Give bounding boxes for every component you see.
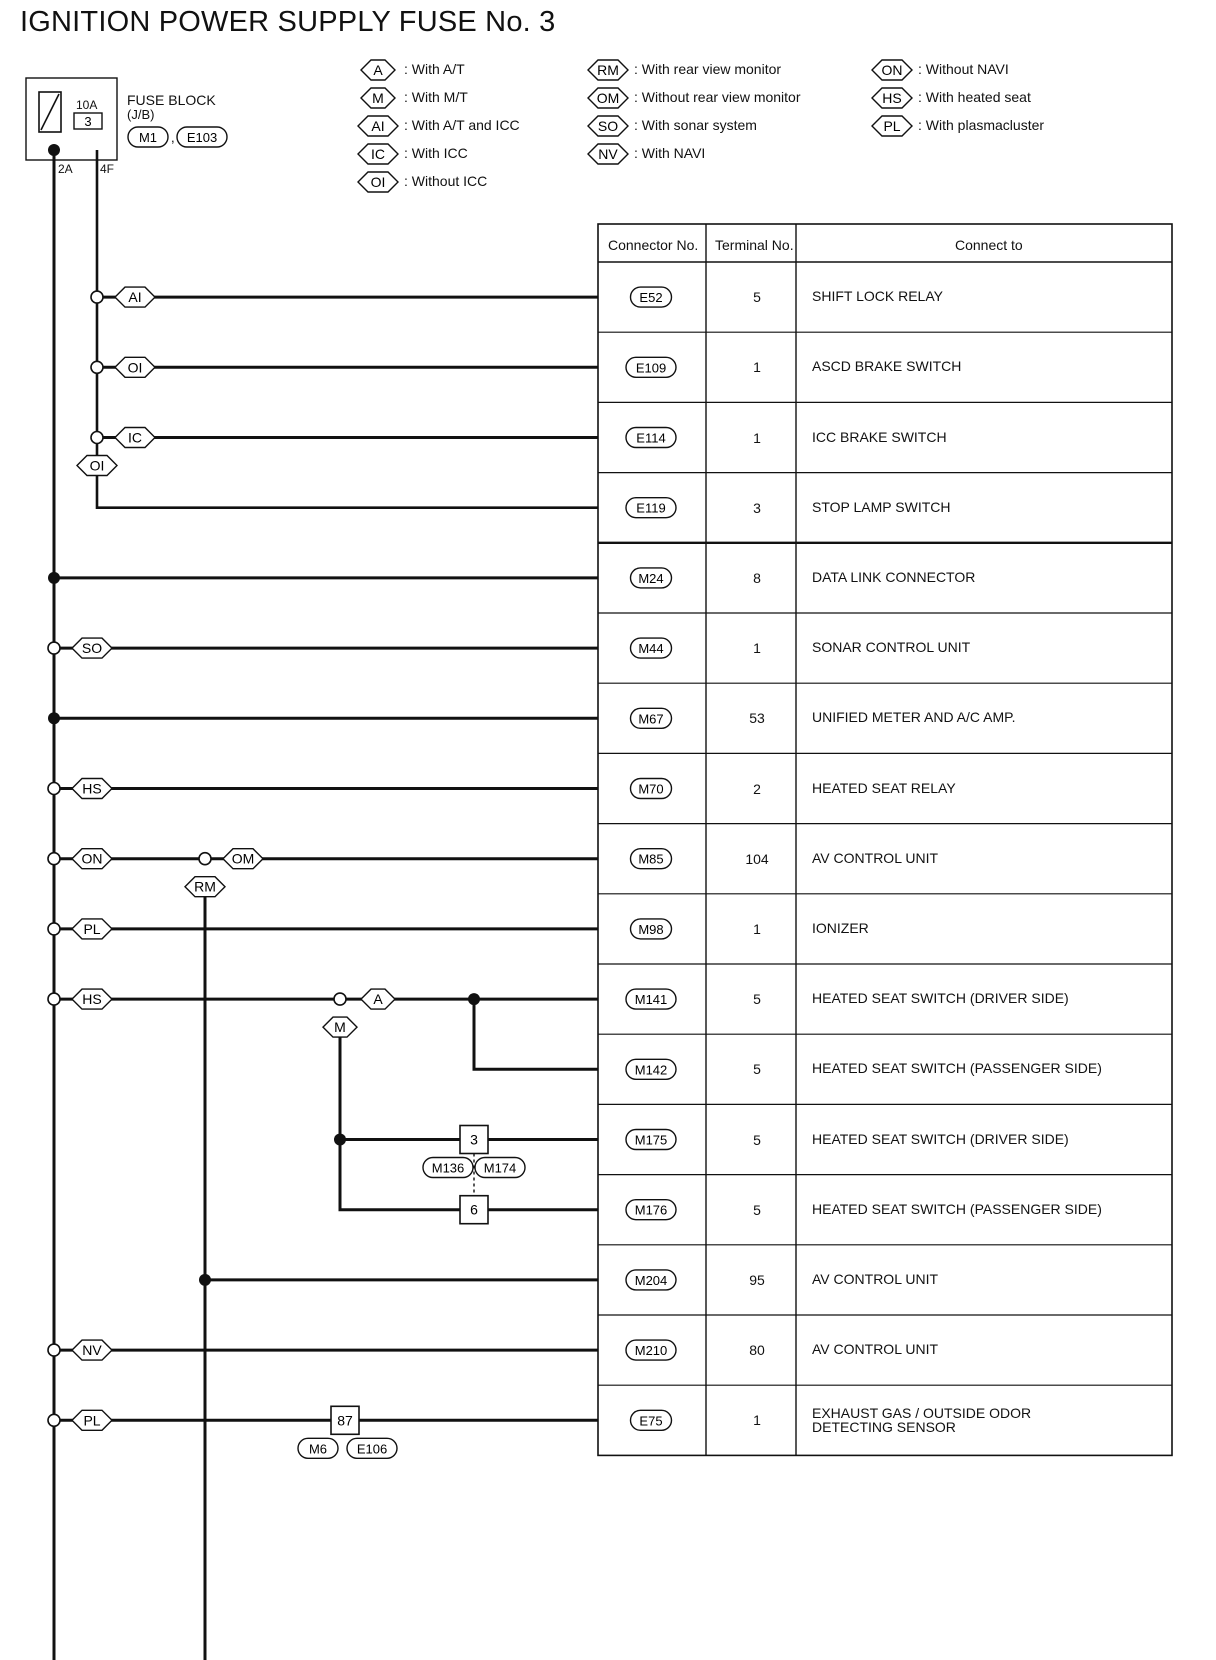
- legend-description: : Without ICC: [404, 173, 488, 189]
- connector-pills: [128, 127, 676, 1458]
- junction-dot: [48, 712, 60, 724]
- branch-point: [334, 993, 346, 1005]
- terminal-number: 1: [753, 920, 761, 937]
- legend-description: : Without rear view monitor: [634, 89, 801, 105]
- connector-separator: ,: [171, 130, 175, 145]
- connector-pill: M210: [634, 1343, 668, 1359]
- legend-description: : With rear view monitor: [634, 61, 782, 77]
- legend-code: OM: [596, 90, 620, 106]
- wire-mt-branch: [340, 1037, 460, 1210]
- junction-connector-pill: M174: [483, 1160, 517, 1176]
- wire-tag: SO: [81, 640, 103, 657]
- legend-code: IC: [371, 146, 385, 162]
- wire-tag: ON: [81, 850, 103, 867]
- header-connect-to: Connect to: [955, 237, 1023, 253]
- e75-connector-pill: M6: [308, 1441, 328, 1457]
- connect-to-label: HEATED SEAT SWITCH (DRIVER SIDE): [812, 1130, 1069, 1147]
- connect-to-label: STOP LAMP SWITCH: [812, 498, 951, 515]
- wire-tag: AI: [128, 289, 142, 306]
- connect-to-label: HEATED SEAT SWITCH (PASSENGER SIDE): [812, 1060, 1102, 1077]
- connect-to-label: DATA LINK CONNECTOR: [812, 568, 976, 585]
- junction-dot: [199, 1274, 211, 1286]
- fuse-number: 3: [84, 114, 92, 129]
- connector-pill: E119: [636, 500, 666, 516]
- legend-code: OI: [370, 174, 386, 190]
- fuse-terminal-dot: [48, 144, 60, 156]
- wire-tag: OI: [127, 359, 143, 376]
- connect-to-label: IONIZER: [812, 919, 869, 936]
- connect-to-label: AV CONTROL UNIT: [812, 1270, 939, 1287]
- legend-code: SO: [597, 118, 619, 134]
- legend-code: AI: [371, 118, 385, 134]
- connector-pill: M141: [634, 992, 668, 1008]
- terminal-number: 1: [753, 640, 761, 657]
- fuse-connector-pill: M1: [138, 130, 158, 145]
- page-title: IGNITION POWER SUPPLY FUSE No. 3: [20, 6, 556, 38]
- terminal-number: 5: [753, 289, 761, 306]
- terminal-number: 1: [753, 429, 761, 446]
- legend-code: RM: [597, 62, 619, 78]
- wire-tag: RM: [194, 878, 216, 895]
- legend-code: NV: [598, 146, 618, 162]
- junction-dot: [48, 572, 60, 584]
- e75-connector-pill: E106: [356, 1441, 388, 1457]
- branch-point: [48, 783, 60, 795]
- connector-pill: M24: [638, 570, 664, 586]
- fuse-connector-pill: E103: [186, 130, 218, 145]
- legend-code: PL: [883, 118, 901, 134]
- junction-terminal-e75: 87: [337, 1412, 353, 1429]
- junction-connector-pill: M136: [431, 1160, 465, 1176]
- connector-pill: E52: [639, 290, 663, 306]
- wire-tag: M: [334, 1019, 346, 1036]
- pin-2a: 2A: [58, 162, 73, 176]
- connect-to-label: EXHAUST GAS / OUTSIDE ODOR DETECTING SENSOR: [812, 1405, 1032, 1436]
- legend-description: : With A/T and ICC: [404, 117, 520, 133]
- connector-pill: M98: [638, 921, 664, 937]
- connector-pill: M176: [634, 1202, 668, 1218]
- legend-code: ON: [881, 62, 903, 78]
- terminal-number: 1: [753, 1412, 761, 1429]
- connect-to-label: HEATED SEAT SWITCH (DRIVER SIDE): [812, 990, 1069, 1007]
- connector-pill: M175: [634, 1132, 668, 1148]
- branch-point: [199, 853, 211, 865]
- connect-to-label: HEATED SEAT RELAY: [812, 779, 956, 796]
- terminal-number: 1: [753, 359, 761, 376]
- branch-point: [48, 993, 60, 1005]
- wire-tag: NV: [82, 1342, 102, 1359]
- connect-to-label: SONAR CONTROL UNIT: [812, 639, 971, 656]
- fuse-block-label: FUSE BLOCK: [127, 92, 216, 108]
- terminal-number: 3: [753, 499, 761, 516]
- connect-to-label: AV CONTROL UNIT: [812, 1341, 939, 1358]
- branch-point: [48, 642, 60, 654]
- wire-4f-stop-lamp: [97, 150, 598, 508]
- legend-description: : With ICC: [404, 145, 468, 161]
- wire-tag: OM: [231, 850, 255, 867]
- connector-pill: M67: [638, 711, 664, 727]
- connector-pill: M70: [638, 781, 664, 797]
- connect-to-label: ASCD BRAKE SWITCH: [812, 358, 962, 375]
- terminal-number: 5: [753, 991, 761, 1008]
- branch-point: [48, 923, 60, 935]
- wire-tag: A: [373, 991, 383, 1008]
- connect-to-label: HEATED SEAT SWITCH (PASSENGER SIDE): [812, 1200, 1102, 1217]
- branch-point: [91, 361, 103, 373]
- terminal-number: 5: [753, 1131, 761, 1148]
- fuse-block-sub: (J/B): [127, 107, 155, 122]
- terminal-number: 53: [749, 710, 765, 727]
- connect-to-label: UNIFIED METER AND A/C AMP.: [812, 709, 1016, 726]
- fuse-amperage: 10A: [76, 98, 98, 112]
- connector-pill: M142: [634, 1062, 668, 1078]
- wire-row-11: [474, 999, 598, 1069]
- legend-description: : With NAVI: [634, 145, 706, 161]
- wire-tag: HS: [82, 991, 102, 1008]
- connector-pill: M204: [634, 1272, 668, 1288]
- connector-pill: E109: [635, 360, 667, 376]
- connect-to-label: AV CONTROL UNIT: [812, 849, 939, 866]
- connector-pill: E75: [639, 1413, 663, 1429]
- branch-point: [48, 1414, 60, 1426]
- legend-description: : With M/T: [404, 89, 468, 105]
- terminal-number: 5: [753, 1061, 761, 1078]
- legend-description: : With plasmacluster: [918, 117, 1045, 133]
- wire-tag: IC: [128, 429, 142, 446]
- legend-description: : With sonar system: [634, 117, 757, 133]
- branch-point: [91, 291, 103, 303]
- connector-pill: M85: [638, 851, 664, 867]
- legend-code: M: [372, 90, 384, 106]
- wire-tag: PL: [83, 920, 101, 937]
- terminal-number: 8: [753, 569, 761, 586]
- terminal-number: 80: [749, 1342, 765, 1359]
- connect-to-label: ICC BRAKE SWITCH: [812, 428, 947, 445]
- branch-point: [48, 1344, 60, 1356]
- legend-description: : With heated seat: [918, 89, 1031, 105]
- header-connector: Connector No.: [608, 237, 699, 253]
- wire-tag: OI: [89, 457, 105, 474]
- branch-point: [91, 432, 103, 444]
- terminal-number: 104: [745, 850, 769, 867]
- header-terminal: Terminal No.: [715, 237, 794, 253]
- connector-pill: E114: [636, 430, 666, 446]
- connect-to-label: SHIFT LOCK RELAY: [812, 288, 943, 305]
- legend-description: : With A/T: [404, 61, 465, 77]
- junction-dot: [334, 1134, 346, 1146]
- junction-terminal-lower: 6: [470, 1201, 478, 1218]
- terminal-number: 2: [753, 780, 761, 797]
- legend-description: : Without NAVI: [918, 61, 1009, 77]
- connector-pill: M44: [638, 641, 664, 657]
- wires: [26, 78, 598, 1660]
- pin-4f: 4F: [100, 162, 115, 176]
- junction-terminal-upper: 3: [470, 1131, 478, 1148]
- legend-code: HS: [882, 90, 902, 106]
- terminal-number: 95: [749, 1271, 765, 1288]
- legend-code: A: [373, 62, 383, 78]
- branch-point: [48, 853, 60, 865]
- terminal-number: 5: [753, 1201, 761, 1218]
- wire-tag: PL: [83, 1412, 101, 1429]
- wire-tag: HS: [82, 780, 102, 797]
